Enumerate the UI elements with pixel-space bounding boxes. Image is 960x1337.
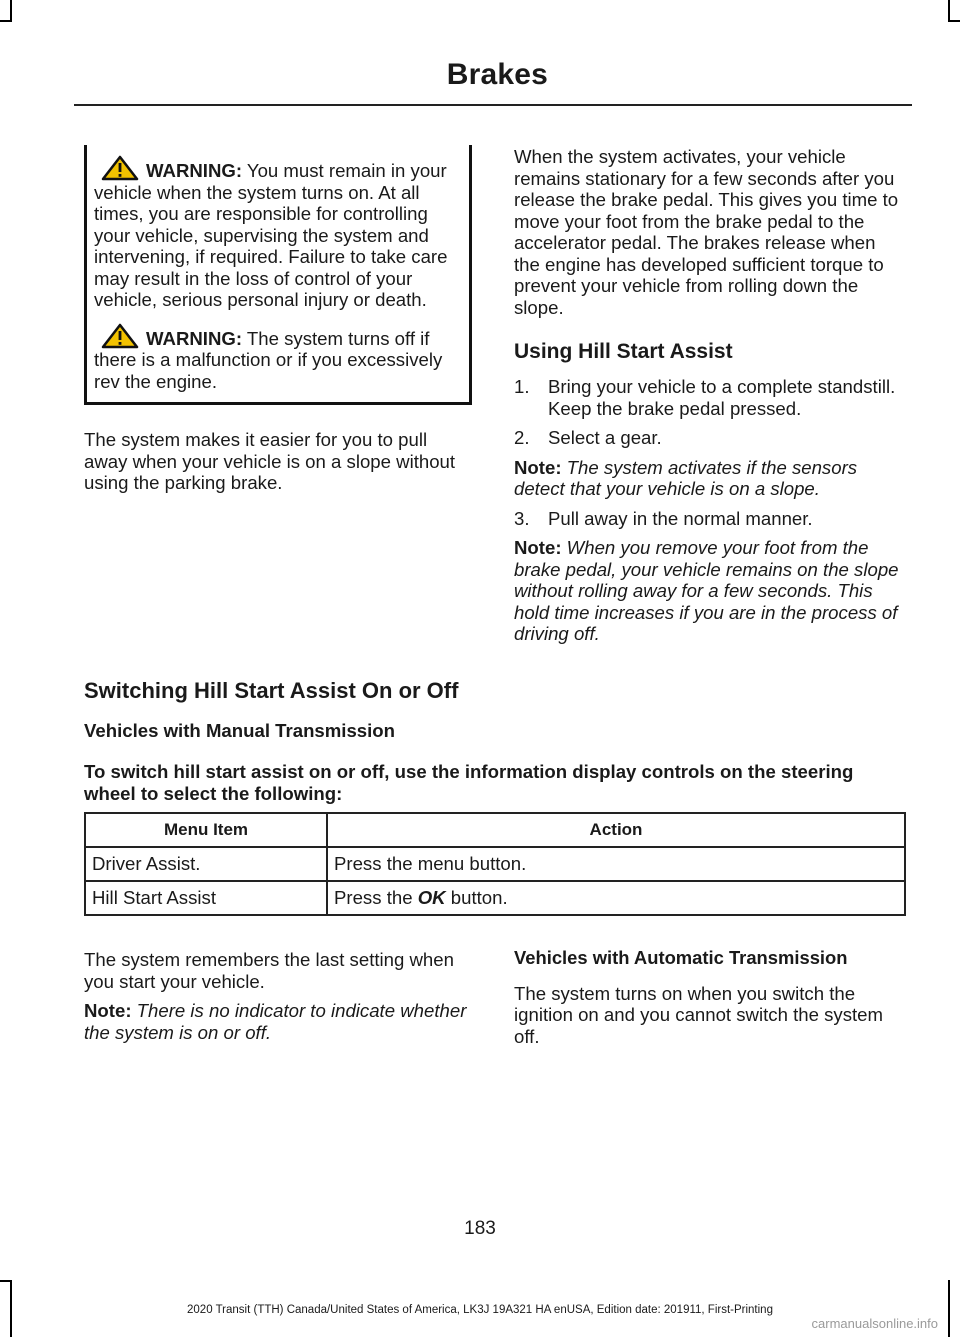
table-row <box>85 881 905 915</box>
note: Note: There is no indicator to indicate whether the system is on or off. <box>84 1000 467 1043</box>
table-header-row <box>85 813 905 847</box>
table-cell: Press the OK button. <box>327 881 905 915</box>
instruction-text: To switch hill start assist on or off, use the information display controls on the steering wheel to select the following: <box>84 761 854 804</box>
menu-table <box>84 812 906 916</box>
crop-mark <box>0 1280 12 1282</box>
manual-heading: Vehicles with Manual Transmission <box>84 720 396 741</box>
manual-subsection <box>84 720 906 742</box>
warning-2 <box>94 323 461 393</box>
right-column <box>514 146 906 653</box>
crop-mark <box>948 20 960 22</box>
table-row <box>85 847 905 881</box>
column-header: Menu Item <box>85 813 327 847</box>
table-cell: Hill Start Assist <box>85 881 327 915</box>
warning-text: The system turns off if there is a malfunction or if you excessively rev the engine. <box>94 327 443 392</box>
crop-mark <box>0 20 12 22</box>
note: Note: When you remove your foot from the brake pedal, your vehicle remains on the slope without rolling away for a few seconds. This hold time increases if you are in the process of driving off. <box>514 537 899 644</box>
table-cell: Press the menu button. <box>327 847 905 881</box>
switching-section <box>84 678 906 704</box>
step-item: 1. Bring your vehicle to a complete standstill. Keep the brake pedal pressed. <box>514 376 896 419</box>
automatic-heading: Vehicles with Automatic Transmission <box>514 947 848 968</box>
automatic-paragraph: The system turns on when you switch the ignition on and you cannot switch the system off. <box>514 982 883 1047</box>
using-heading: Using Hill Start Assist <box>514 340 733 363</box>
bottom-right-block <box>514 947 908 1047</box>
memory-paragraph: The system remembers the last setting when you start your vehicle. <box>84 949 454 992</box>
footer-text: 2020 Transit (TTH) Canada/United States of America, LK3J 19A321 HA enUSA, Edition date: 201911, First-Printing <box>187 1304 773 1316</box>
warning-label: WARNING: <box>146 160 243 181</box>
steps-list <box>514 508 906 530</box>
warning-box <box>84 145 472 405</box>
watermark: carmanualsonline.info <box>811 1316 938 1331</box>
page-title: Brakes <box>446 58 548 91</box>
crop-mark <box>948 0 950 22</box>
instruction-block <box>84 761 906 804</box>
step-item: 2. Select a gear. <box>514 427 662 448</box>
left-column <box>84 145 472 494</box>
bottom-left-block <box>84 949 472 1051</box>
warning-1 <box>94 155 461 311</box>
intro-paragraph: The system makes it easier for you to pull away when your vehicle is on a slope without using the parking brake. <box>84 429 456 493</box>
section-heading: Switching Hill Start Assist On or Off <box>84 678 459 703</box>
column-header: Action <box>327 813 905 847</box>
warning-label: WARNING: <box>146 327 243 349</box>
page-number: 183 <box>464 1218 496 1239</box>
note: Note: The system activates if the sensors detect that your vehicle is on a slope. <box>514 456 858 499</box>
warning-triangle-icon <box>100 155 140 181</box>
warning-triangle-icon <box>100 323 140 349</box>
activation-paragraph: When the system activates, your vehicle remains stationary for a few seconds after you release the brake pedal. This gives you time to move your foot from the brake pedal to the accelerator pedal. The brakes release when the engine has developed sufficient torque to prevent your vehicle from rolling down the slope. <box>514 146 899 318</box>
step-item: 3. Pull away in the normal manner. <box>514 507 813 529</box>
warning-text: You must remain in your vehicle when the system turns on. At all times, you are responsible for controlling your vehicle, supervising the system and intervening, if required. Failure to take care may result in the loss of control of your vehicle, serious personal injury or death. <box>94 160 448 310</box>
table-cell: Driver Assist. <box>85 847 327 881</box>
header-divider <box>74 104 912 106</box>
steps-list <box>514 376 906 449</box>
crop-mark <box>10 0 12 22</box>
